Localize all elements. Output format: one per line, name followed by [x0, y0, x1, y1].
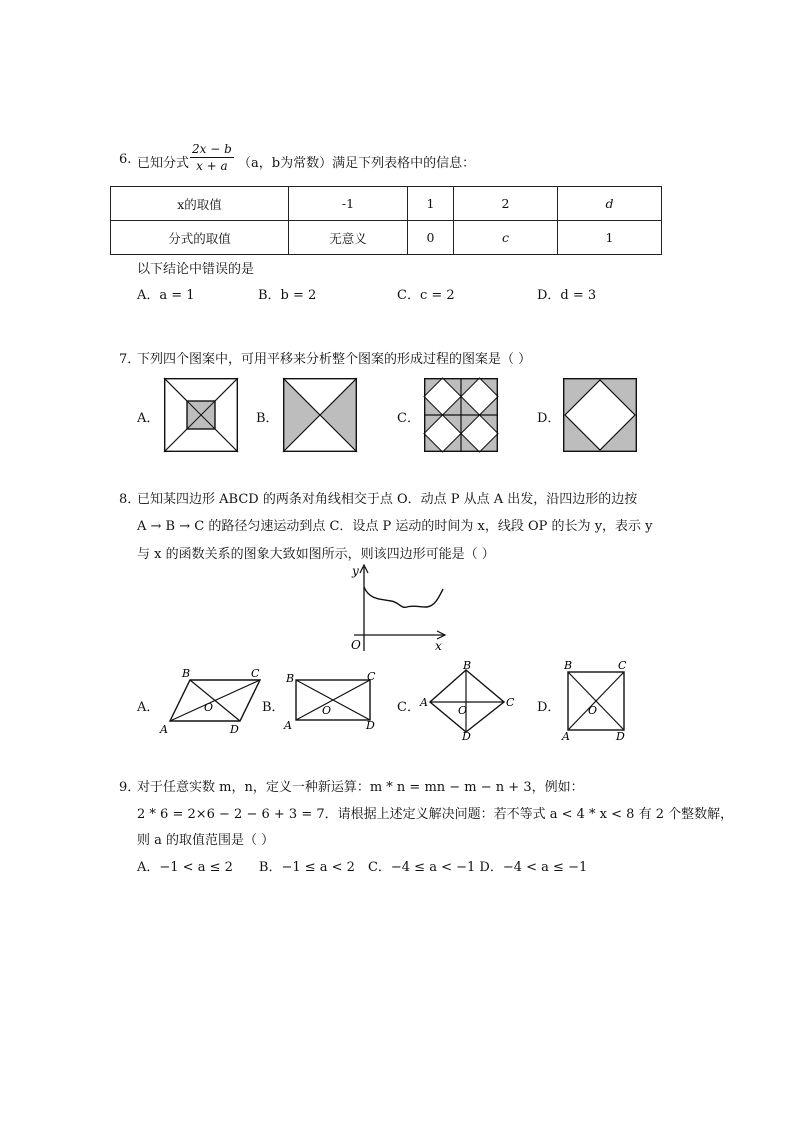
q7-label-a[interactable]: A．	[137, 411, 160, 426]
vertex-b: B	[564, 659, 573, 672]
q8-figure-d	[560, 660, 632, 744]
q7-label-c[interactable]: C．	[397, 411, 420, 426]
q6-fraction	[190, 142, 234, 173]
q6-stem-suffix: （a，b为常数）满足下列表格中的信息：	[238, 156, 476, 171]
vertex-o: O	[588, 704, 598, 717]
table-cell: 分式的取值	[111, 221, 289, 255]
vertex-o: O	[322, 704, 332, 717]
table-cell: 1	[558, 221, 662, 255]
q8-figure-c	[420, 659, 520, 743]
vertex-a: A	[160, 723, 168, 736]
table-cell: c	[454, 221, 558, 255]
q9-line3: 则 a 的取值范围是（ ）	[137, 833, 275, 848]
vertex-d: D	[230, 723, 239, 736]
q6-option-a[interactable]: A．a = 1	[137, 288, 195, 303]
q6-fraction-numerator: 2x − b	[192, 142, 232, 156]
table-cell: 2	[454, 187, 558, 221]
q9-line1: 对于任意实数 m，n，定义一种新运算：m * n = mn − m − n + 3，例如：	[137, 780, 584, 795]
q7-figure-a	[164, 378, 238, 452]
vertex-d: D	[366, 719, 375, 732]
q8-function-graph	[345, 563, 455, 658]
graph-x-label: x	[435, 639, 442, 653]
table-cell: 1	[408, 187, 454, 221]
vertex-b: B	[463, 659, 472, 672]
q8-figure-a	[160, 666, 270, 736]
q6-option-c[interactable]: C．c = 2	[397, 288, 455, 303]
q7-number: 7．	[119, 352, 141, 367]
table-row	[111, 221, 662, 255]
table-cell: x的取值	[111, 187, 289, 221]
q6-option-d[interactable]: D．d = 3	[537, 288, 597, 303]
q7-figure-d	[563, 378, 637, 452]
q8-label-c[interactable]: C．	[397, 700, 420, 715]
vertex-a: A	[284, 719, 292, 732]
q9-number: 9．	[119, 780, 141, 795]
q9-options[interactable]: A．−1 < a ≤ 2 B．−1 ≤ a < 2 C．−4 ≤ a < −1 D．−4 < a ≤ −1	[137, 860, 588, 875]
vertex-d: D	[462, 730, 471, 743]
vertex-b: B	[286, 672, 295, 685]
vertex-o: O	[204, 701, 214, 714]
vertex-c: C	[367, 670, 376, 683]
q6-number: 6.	[119, 152, 132, 167]
q7-label-b[interactable]: B．	[256, 411, 279, 426]
q6-prompt: 以下结论中错误的是	[137, 262, 255, 277]
q9-line2: 2 * 6 = 2×6 − 2 − 6 + 3 = 7．请根据上述定义解决问题：若不等式 a < 4 * x < 8 有 2 个整数解，	[137, 807, 734, 822]
vertex-a: A	[562, 730, 570, 743]
vertex-c: C	[506, 696, 515, 709]
vertex-b: B	[182, 667, 191, 680]
table-cell: 0	[408, 221, 454, 255]
table-cell: 无意义	[289, 221, 408, 255]
vertex-o: O	[458, 704, 468, 717]
q7-figure-b	[283, 378, 357, 452]
q8-number: 8．	[119, 492, 141, 507]
vertex-a: A	[420, 696, 428, 709]
q8-line3: 与 x 的函数关系的图象大致如图所示，则该四边形可能是（ ）	[137, 547, 495, 562]
q6-table	[110, 186, 662, 255]
graph-y-label: y	[352, 564, 359, 578]
vertex-c: C	[618, 659, 627, 672]
q6-option-b[interactable]: B．b = 2	[258, 288, 317, 303]
q6-fraction-denominator: x + a	[196, 159, 228, 173]
q8-line2: A → B → C 的路径匀速运动到点 C．设点 P 运动的时间为 x，线段 OP 的长为 y，表示 y	[137, 519, 653, 534]
table-cell: d	[558, 187, 662, 221]
q8-line1: 已知某四边形 ABCD 的两条对角线相交于点 O．动点 P 从点 A 出发，沿四边形的边按	[137, 492, 638, 507]
q7-stem: 下列四个图案中，可用平移来分析整个图案的形成过程的图案是（ ）	[137, 352, 532, 367]
graph-origin-label: O	[351, 638, 361, 652]
table-row	[111, 187, 662, 221]
q8-label-b[interactable]: B．	[262, 700, 285, 715]
vertex-d: D	[616, 730, 625, 743]
table-cell: -1	[289, 187, 408, 221]
q7-figure-c	[424, 378, 498, 452]
q7-label-d[interactable]: D．	[537, 411, 561, 426]
vertex-c: C	[251, 667, 260, 680]
q8-label-a[interactable]: A．	[137, 700, 160, 715]
q8-label-d[interactable]: D．	[537, 700, 561, 715]
q6-stem-prefix: 已知分式	[137, 156, 190, 171]
q8-figure-b	[284, 666, 384, 736]
